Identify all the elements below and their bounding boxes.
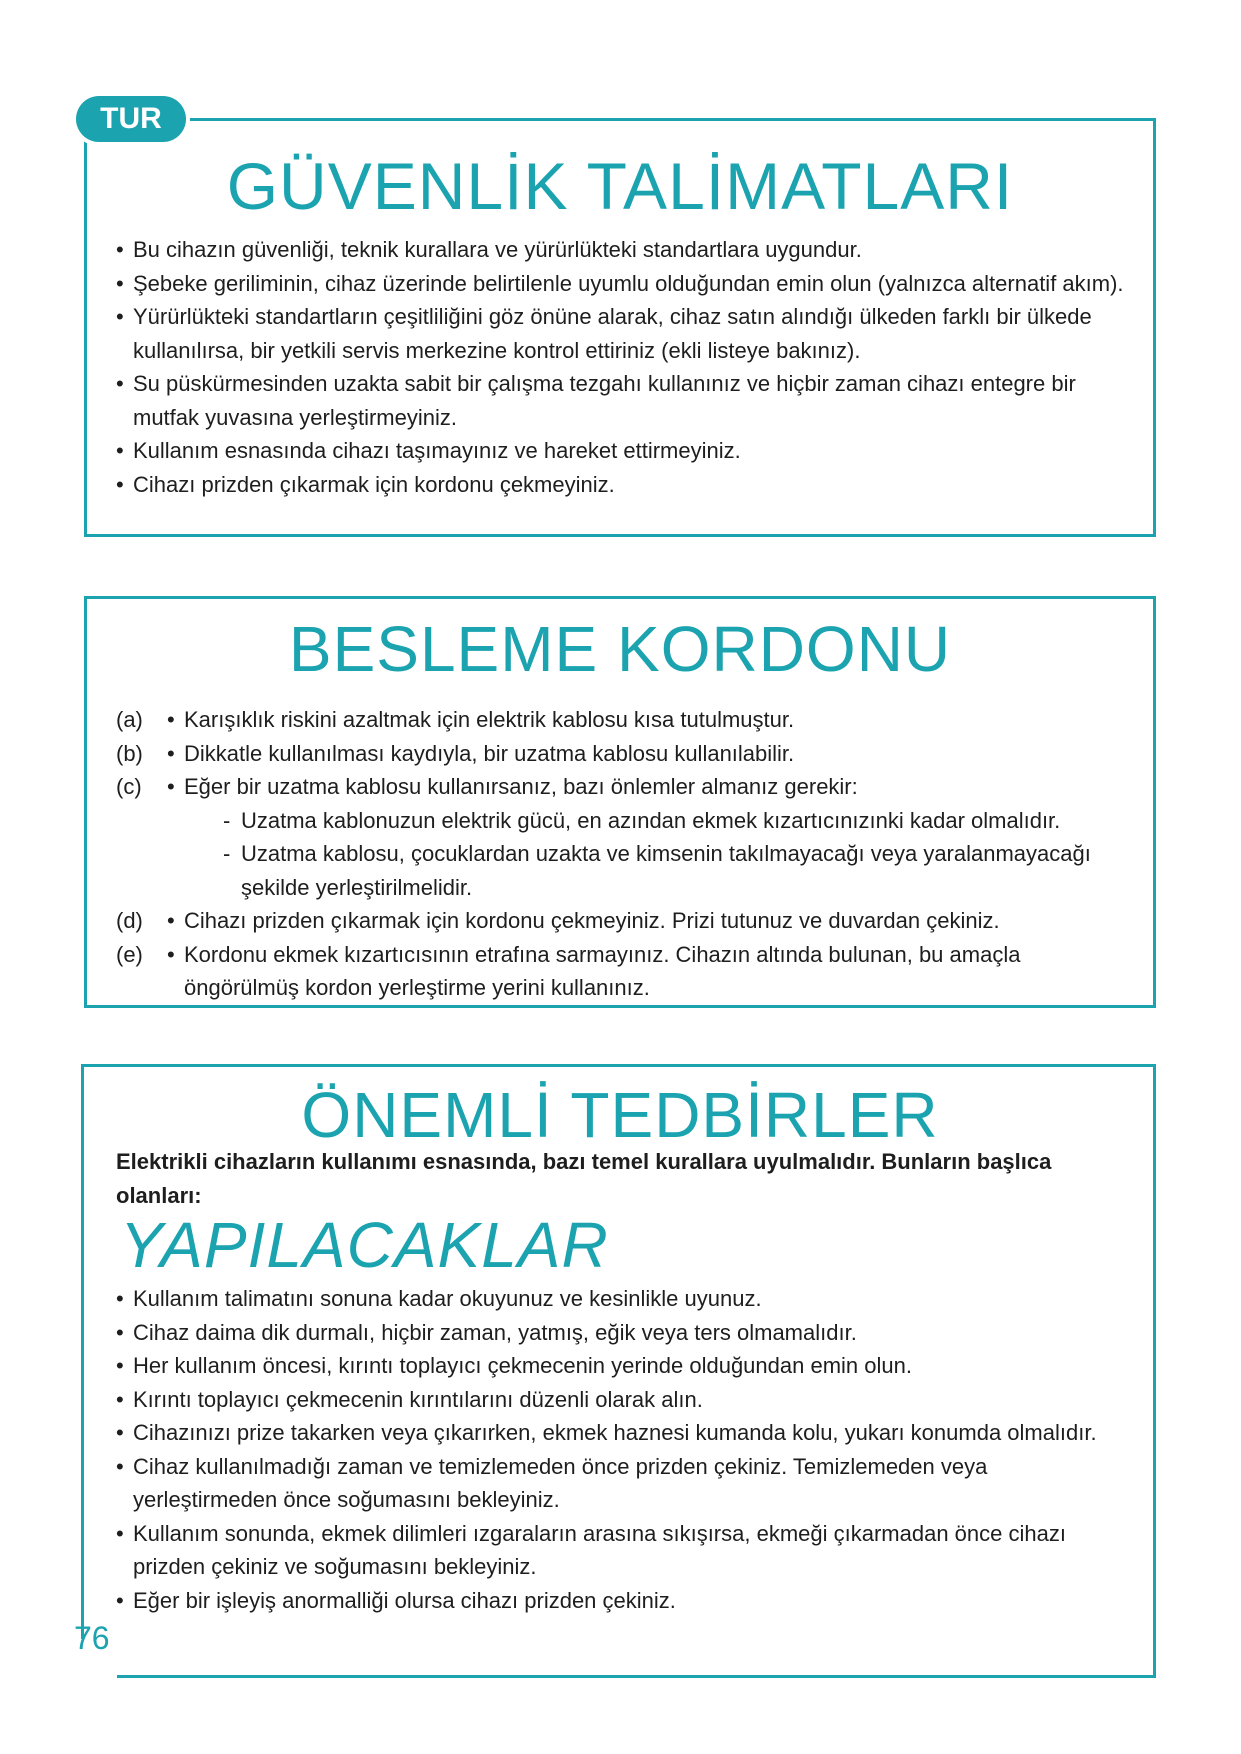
sub-item-text: Uzatma kablonuzun elektrik gücü, en azından ekmek kızartıcınızınki kadar olmalıdır. — [241, 807, 1061, 833]
item-text: • Karışıklık riskini azaltmak için elektrik kablosu kısa tutulmuştur. — [167, 703, 1136, 737]
item-label: (b) — [116, 740, 143, 766]
sub-item: - Uzatma kablosu, çocuklardan uzakta ve kimsenin takılmayacağı veya yaralanmayacağı şekilde yerleştirilmelidir. — [223, 841, 1091, 900]
precautions-intro: Elektrikli cihazların kullanımı esnasında, bazı temel kurallara uyulmalıdır. Bunların başlıca olanları: — [116, 1149, 1052, 1208]
list-item: • Kullanım esnasında cihazı taşımayınız ve hareket ettirmeyiniz. — [116, 434, 1136, 468]
list-item: • Kırıntı toplayıcı çekmecenin kırıntılarını düzenli olarak alın. — [116, 1383, 1136, 1417]
list-item: • Her kullanım öncesi, kırıntı toplayıcı çekmecenin yerinde olduğundan emin olun. — [116, 1349, 1136, 1383]
safety-title: GÜVENLİK TALİMATLARI — [226, 149, 1014, 223]
list-item: • Cihaz daima dik durmalı, hiçbir zaman, yatmış, eğik veya ters olmamalıdır. — [116, 1316, 1136, 1350]
list-item: • Cihazı prizden çıkarmak için kordonu çekmeyiniz. — [116, 468, 1136, 502]
list-item — [116, 904, 1136, 938]
list-item: • Kullanım sonunda, ekmek dilimleri ızgaraların arasına sıkışırsa, ekmeği çıkarmadan önce cihazı prizden çekiniz ve soğumasını bekleyiniz. — [116, 1517, 1136, 1584]
list-item: • Su püskürmesinden uzakta sabit bir çalışma tezgahı kullanınız ve hiçbir zaman cihazı entegre bir mutfak yuvasına yerleştirmeyiniz. — [116, 367, 1136, 434]
list-item — [116, 938, 1136, 1005]
language-tag: TUR — [76, 96, 186, 142]
item-text: • Kordonu ekmek kızartıcısının etrafına sarmayınız. Cihazın altında bulunan, bu amaçla öngörülmüş kordon yerleştirme yerini kullanınız. — [167, 938, 1136, 1005]
list-item: • Kullanım talimatını sonuna kadar okuyunuz ve kesinlikle uyunuz. — [116, 1282, 1136, 1316]
power-cord-list — [116, 703, 1136, 1005]
list-item: • Cihaz kullanılmadığı zaman ve temizlemeden önce prizden çekiniz. Temizlemeden veya yerleştirmeden önce soğumasını bekleyiniz. — [116, 1450, 1136, 1517]
list-item: • Bu cihazın güvenliği, teknik kurallara ve yürürlükteki standartlara uygundur. — [116, 233, 1136, 267]
list-item: • Cihazınızı prize takarken veya çıkarırken, ekmek haznesi kumanda kolu, yukarı konumda olmalıdır. — [116, 1416, 1136, 1450]
item-label: (d) — [116, 908, 143, 933]
list-item: • Yürürlükteki standartların çeşitliliğini göz önüne alarak, cihaz satın alındığı ülkeden farklı bir ülkede kullanılırsa, bir yetkili servis merkezine kontrol ettiriniz (ekli listeye bakınız). — [116, 300, 1136, 367]
item-text: • Eğer bir uzatma kablosu kullanırsanız, bazı önlemler almanız gerekir: — [167, 770, 1136, 804]
list-item — [116, 770, 1136, 804]
dos-list — [116, 1282, 1136, 1617]
safety-list — [116, 233, 1136, 501]
dos-subtitle: YAPILACAKLAR — [120, 1209, 609, 1281]
page-number: 76 — [74, 1620, 110, 1656]
precautions-title: ÖNEMLİ TEDBİRLER — [301, 1079, 939, 1151]
item-label: (c) — [116, 774, 142, 799]
list-item — [116, 737, 1136, 771]
sub-item-text: Uzatma kablosu, çocuklardan uzakta ve kimsenin takılmayacağı veya yaralanmayacağı şekilde yerleştirilmelidir. — [241, 841, 1091, 900]
list-item — [116, 703, 1136, 737]
item-text: • Dikkatle kullanılması kaydıyla, bir uzatma kablosu kullanılabilir. — [167, 737, 1136, 771]
item-text: • Cihazı prizden çıkarmak için kordonu çekmeyiniz. Prizi tutunuz ve duvardan çekiniz. — [167, 904, 1136, 938]
item-label: (a) — [116, 707, 143, 732]
list-item: • Şebeke geriliminin, cihaz üzerinde belirtilenle uyumlu olduğundan emin olun (yalnızca alternatif akım). — [116, 267, 1136, 301]
list-item: • Eğer bir işleyiş anormalliği olursa cihazı prizden çekiniz. — [116, 1584, 1136, 1618]
item-label: (e) — [116, 941, 143, 967]
sub-item: - Uzatma kablonuzun elektrik gücü, en azından ekmek kızartıcınızınki kadar olmalıdır. — [223, 807, 1061, 833]
power-cord-title: BESLEME KORDONU — [288, 613, 952, 685]
